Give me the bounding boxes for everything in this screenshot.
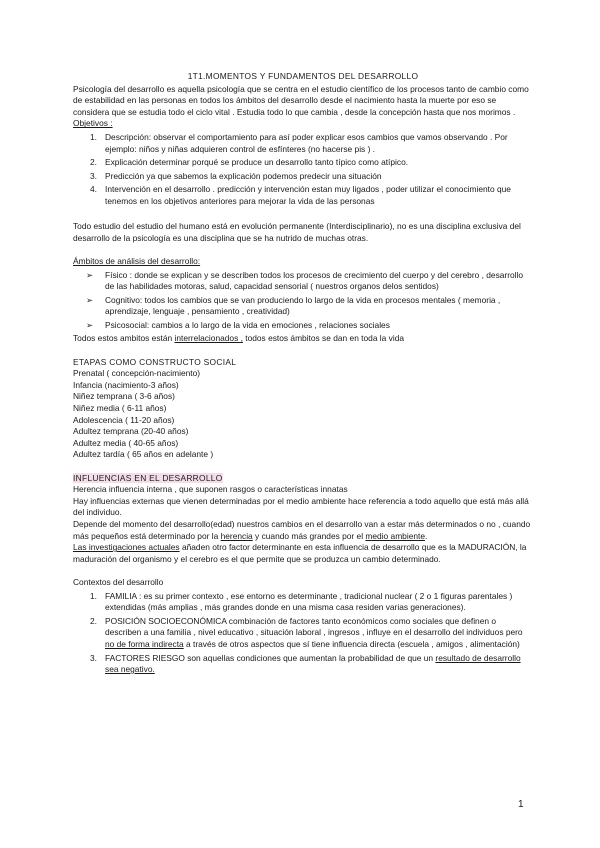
list-item: Prenatal ( concepción-nacimiento) (73, 368, 201, 379)
document-title: 1T1.MOMENTOS Y FUNDAMENTOS DEL DESARROLLO (187, 71, 419, 81)
list-item: 2. POSICIÓN SOCIOECONÓMICA combinación de factores tanto económicos como sociales que definen o describen a una familia , nivel educativo , situación laboral , ingresos , influye en el desarrollo del individuos pero no de forma indirecta a través de otros aspectos que sí tiene influencia directa (escuela , amigos , alimentación) (90, 615, 523, 649)
list-item: Adultez media ( 40-65 años) (73, 437, 179, 448)
influencias-heading: INFLUENCIAS EN EL DESARROLLO (73, 472, 223, 483)
list-item: ➢ Cognitivo: todos los cambios que se van produciendo lo largo de la vida en procesos mentales ( memoria , aprendizaje, lenguaje , pensamiento , creatividad) (86, 294, 501, 317)
influencias-paragraph: Depende del momento del desarrollo(edad) nuestros cambios en el desarrollo van a estar más determinados o no , cuando más pequeños está determinado por la herencia y cuando más grandes por el medio ambiente. (73, 518, 531, 541)
estudio-paragraph: Todo estudio del estudio del humano está en evolución permanente (Interdisciplinario), no es una disciplina exclusiva del desarrollo de la psicología es una disciplina que se ha nutrido de muchas otras. (73, 221, 521, 243)
etapas-heading: ETAPAS COMO CONSTRUCTO SOCIAL (73, 356, 237, 367)
list-item: 3. Predicción ya que sabemos la explicación podemos predecir una situación (90, 170, 382, 181)
list-item: Adultez temprana (20-40 años) (73, 426, 189, 437)
objetivos-list (73, 132, 533, 208)
list-item: Niñez temprana ( 3-6 años) (73, 391, 175, 402)
etapas-list (73, 368, 533, 461)
list-item: 2. Explicación determinar porqué se produce un desarrollo tanto típico como atípico. (90, 157, 409, 168)
arrow-bullet-icon: ➢ (86, 319, 94, 330)
document-body (73, 71, 533, 678)
objetivos-heading: Objetivos : (73, 118, 113, 129)
list-item: Adultez tardía ( 65 años en adelante ) (73, 449, 214, 460)
list-item: ➢ Psicosocial: cambios a lo largo de la vida en emociones , relaciones sociales (86, 319, 390, 330)
arrow-bullet-icon: ➢ (86, 269, 94, 280)
contextos-list (73, 591, 533, 676)
intro-paragraph: Psicología del desarrollo es aquella psicología que se centra en el estudio científico de los procesos tanto de cambio como de estabilidad en las personas en todos los ámbitos del desarrollo desde el nacimiento hasta la muerte por eso se considera que se estudia todo el ciclo vital . Estudia todo lo que cambia , desde la concepción hasta que nos morimos . (73, 83, 529, 117)
influencias-line2: Hay influencias externas que vienen determinadas por el medio ambiente hace referencia a todo aquello que está más allá del individuo. (73, 495, 529, 518)
arrow-bullet-icon: ➢ (86, 294, 94, 305)
list-item: Niñez media ( 6-11 años) (73, 403, 167, 414)
ambitos-heading: Ámbitos de análisis del desarrollo: (73, 255, 201, 266)
list-item: Adolescencia ( 11-20 años) (73, 414, 175, 425)
list-item: 1. FAMILIA : es su primer contexto , ese entorno es determinante , tradicional nuclear ( 2 o 1 figuras parentales ) extendidas (más amplias , más grandes donde en una misma casa residen varias generaciones). (90, 590, 513, 613)
maduracion-paragraph: Las investigaciones actuales añaden otro factor determinante en esta influencia de desarrollo que es la MADURACIÓN, la maduración del organismo y el cerebro es el que permite que se produzca un cambio determinado. (73, 542, 527, 564)
influencias-line1: Herencia influencia interna , que suponen rasgos o características innatas (73, 484, 348, 495)
page-number: 1 (518, 799, 524, 810)
list-item: ➢ Físico : donde se explican y se describen todos los procesos de crecimiento del cuerpo y del cerebro , desarrollo de las habilidades motoras, salud, capacidad sensorial ( nuestros organos delos sentidos) (86, 269, 524, 292)
list-item: Infancia (nacimiento-3 años) (73, 379, 179, 390)
list-item: 3. FACTORES RIESGO son aquellas condiciones que aumentan la probabilidad de que un resultado de desarrollo sea negativo. (90, 652, 521, 675)
ambitos-closing: Todos estos ambitos están interrelacionados , todos estos ámbitos se dan en toda la vida (73, 333, 405, 344)
list-item: 4. Intervención en el desarrollo . predicción y intervención estan muy ligados , poder utilizar el conocimiento que tenemos en los objetivos anteriores para mejorar la vida de las personas (90, 184, 511, 206)
contextos-heading: Contextos del desarrollo (73, 576, 164, 587)
ambitos-list (73, 270, 533, 332)
list-item: 1. Descripción: observar el comportamiento para así poder explicar esos cambios que vamos observando . Por ejemplo: niños y niñas adquieren control de esfínteres (no hacerse pis ) . (90, 131, 508, 154)
